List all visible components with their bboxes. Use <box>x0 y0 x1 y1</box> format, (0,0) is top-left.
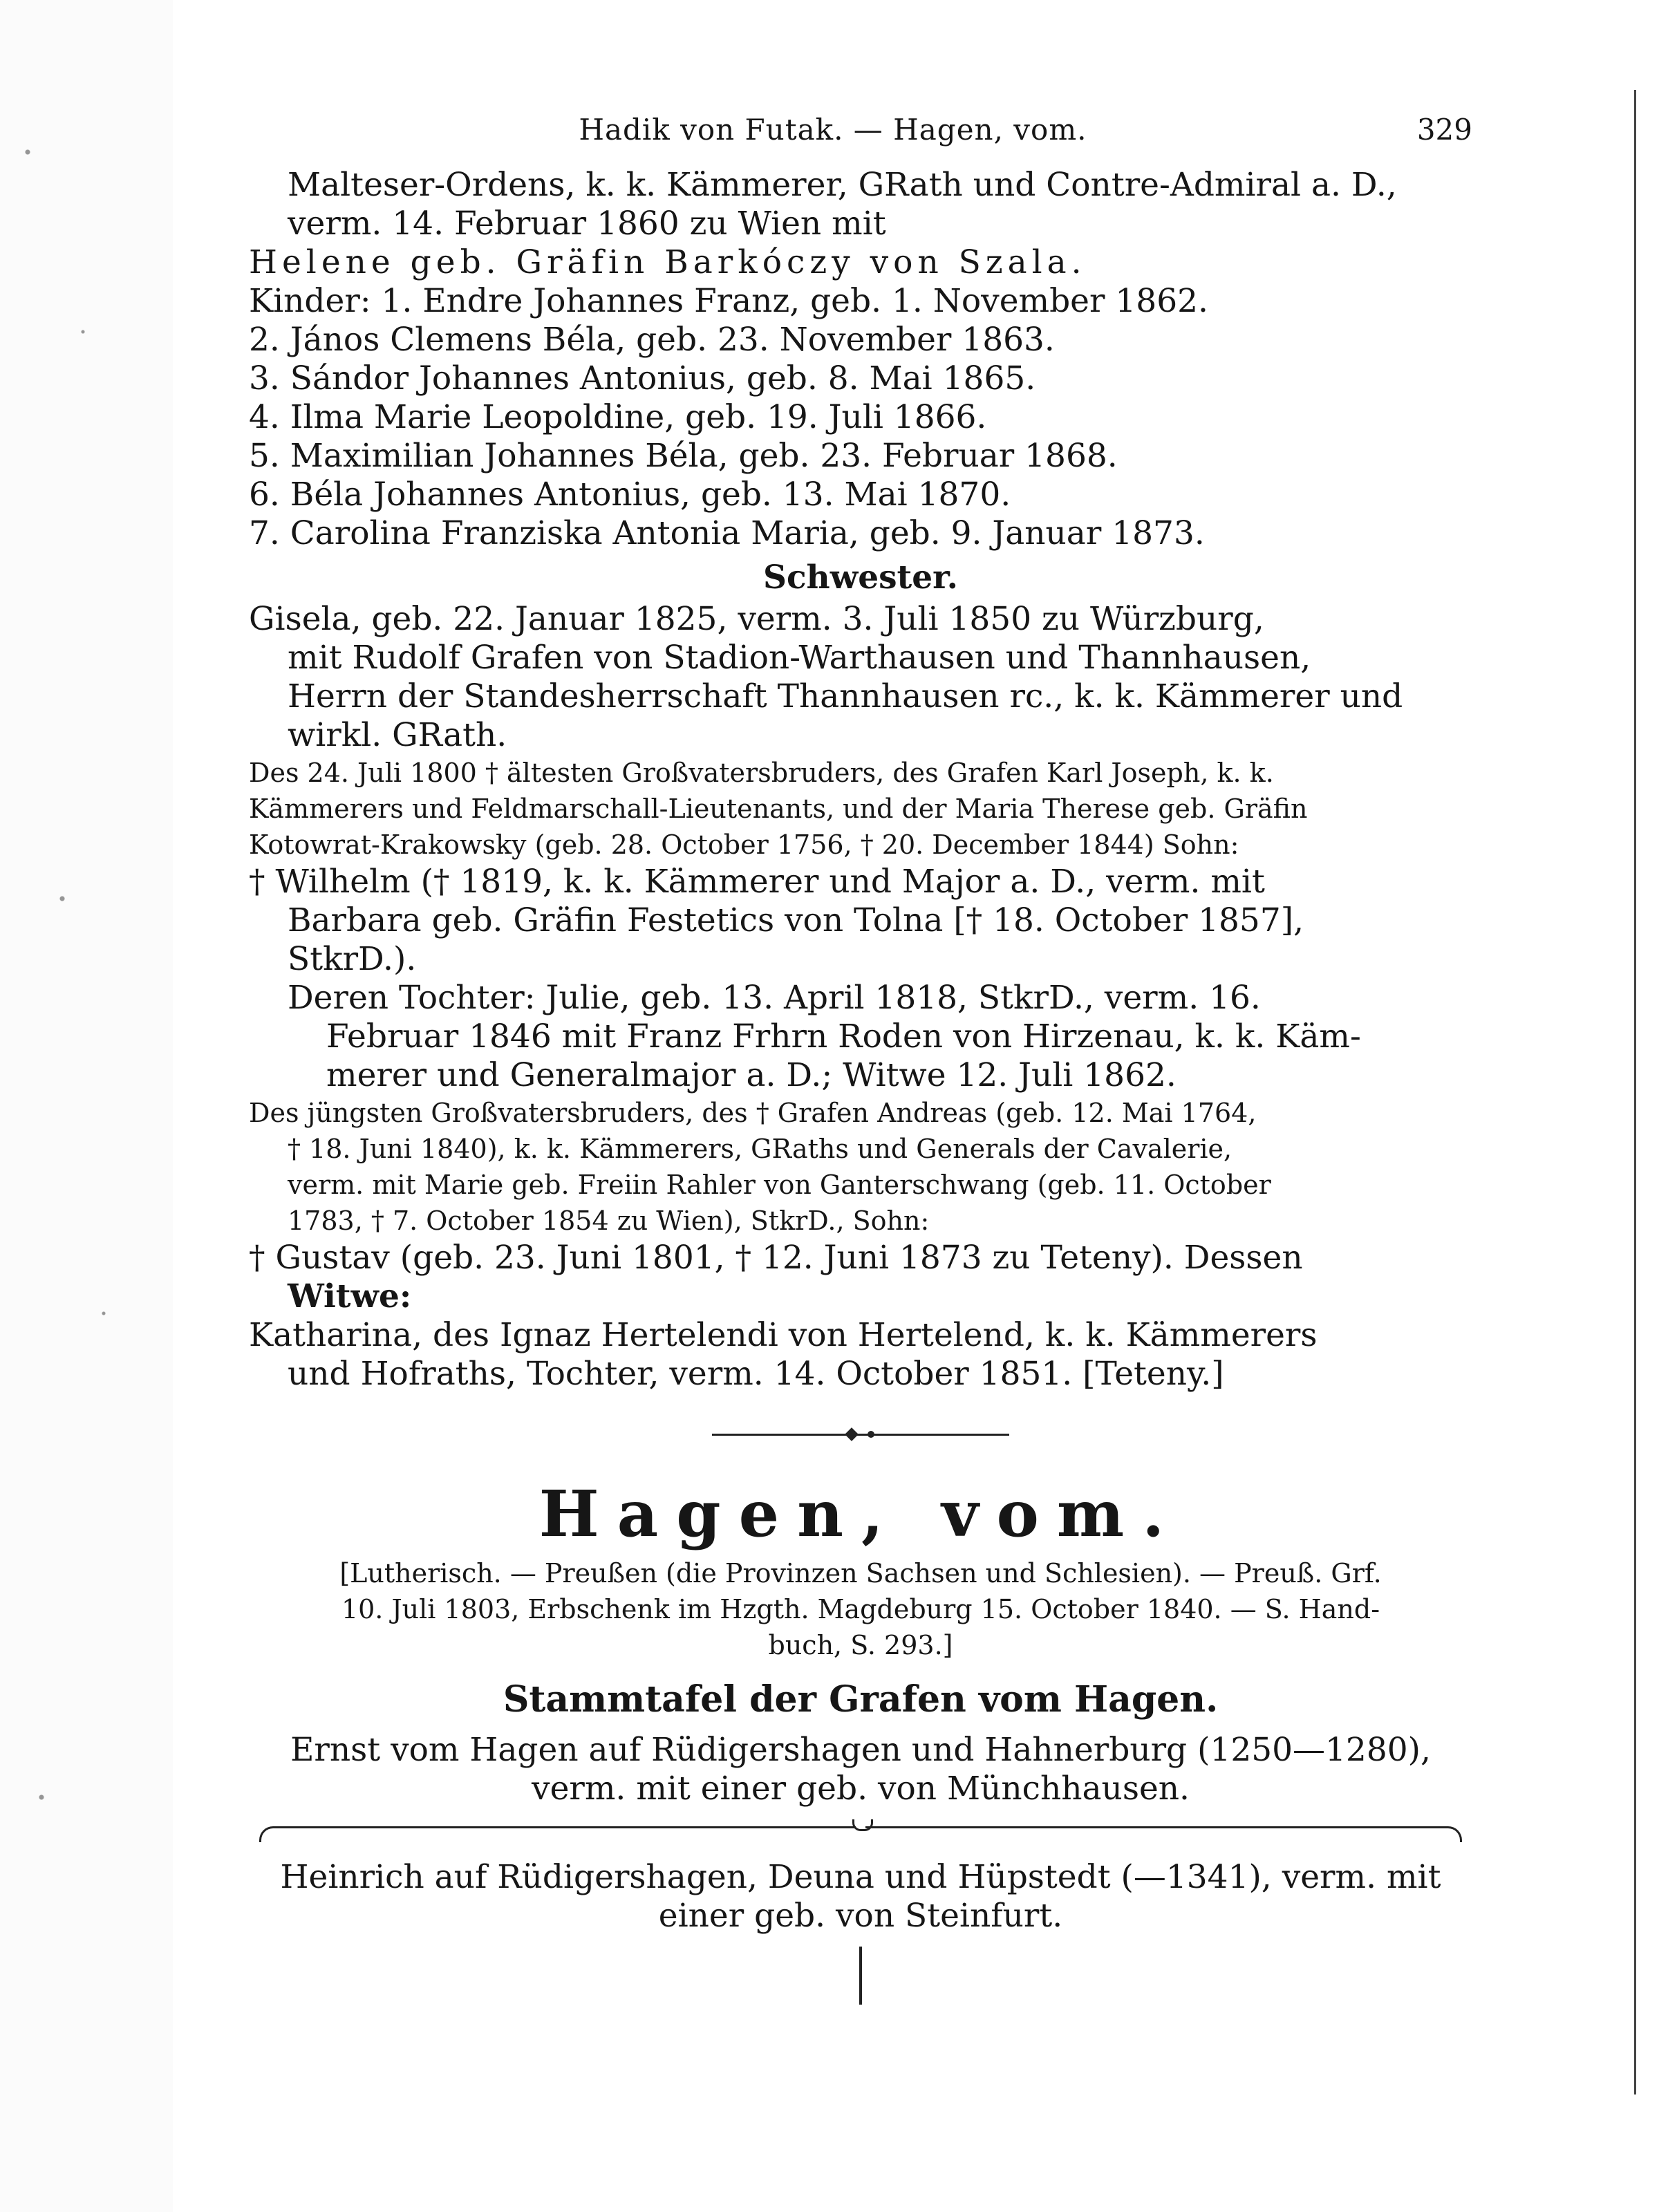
text-line: † 18. Juni 1840), k. k. Kämmerers, GRaths und Generals der Cavalerie, <box>288 1134 1232 1164</box>
text-line: Deren Tochter: Julie, geb. 13. April 1818, StkrD., verm. 16. <box>288 979 1261 1017</box>
gustav-entry <box>249 1239 1472 1316</box>
child-line: 2. János Clemens Béla, geb. 23. November 1863. <box>249 321 1055 359</box>
running-header <box>249 111 1472 152</box>
text-line: † Gustav (geb. 23. Juni 1801, † 12. Juni 1873 zu Teteny). Dessen <box>249 1239 1303 1277</box>
child-line: 4. Ilma Marie Leopoldine, geb. 19. Juli 1866. <box>249 398 987 436</box>
text-line: Barbara geb. Gräfin Festetics von Tolna [† 18. October 1857], <box>288 901 1304 939</box>
text-line: einer geb. von Steinfurt. <box>658 1897 1063 1935</box>
child-line: 3. Sándor Johannes Antonius, geb. 8. Mai 1865. <box>249 359 1036 397</box>
text-line: 1783, † 7. October 1854 zu Wien), StkrD., Sohn: <box>288 1206 930 1236</box>
family-title: Hagen, vom. <box>538 1477 1183 1551</box>
text-line: Des 24. Juli 1800 † ältesten Großvatersbruders, des Grafen Karl Joseph, k. k. <box>249 758 1274 788</box>
text-line: Des jüngsten Großvatersbruders, des † Grafen Andreas (geb. 12. Mai 1764, <box>249 1098 1257 1128</box>
text-line: Witwe: <box>288 1277 412 1315</box>
text-line: Februar 1846 mit Franz Frhrn Roden von Hirzenau, k. k. Käm- <box>326 1018 1361 1056</box>
text-line: Kämmerers und Feldmarschall-Lieutenants, und der Maria Therese geb. Gräfin <box>249 794 1308 824</box>
scan-gutter-noise <box>0 0 173 2212</box>
text-line: Heinrich auf Rüdigershagen, Deuna und Hüpstedt (—1341), verm. mit <box>280 1858 1441 1896</box>
divider-dot-ornament <box>868 1431 874 1438</box>
brace-left <box>259 1826 856 1842</box>
text-line: Kotowrat-Krakowsky (geb. 28. October 1756, † 20. December 1844) Sohn: <box>249 830 1239 860</box>
divider-diamond-ornament <box>845 1427 859 1441</box>
ornamental-divider <box>712 1430 1009 1439</box>
genealogy-brace <box>259 1819 1462 1847</box>
text-line: Herrn der Standesherrschaft Thannhausen rc., k. k. Kämmerer und <box>288 677 1403 715</box>
text-line: verm. 14. Februar 1860 zu Wien mit <box>288 205 886 243</box>
family-intro <box>249 1555 1472 1663</box>
text-line: Malteser-Ordens, k. k. Kämmerer, GRath und Contre-Admiral a. D., <box>288 166 1397 204</box>
text-line: verm. mit Marie geb. Freiin Rahler von Ganterschwang (geb. 11. October <box>288 1170 1271 1200</box>
julie-entry <box>249 979 1472 1095</box>
text-line: Katharina, des Ignaz Hertelendi von Hertelend, k. k. Kämmerers <box>249 1316 1318 1354</box>
sister-entry <box>249 600 1472 755</box>
child-line: 5. Maximilian Johannes Béla, geb. 23. Februar 1868. <box>249 437 1118 475</box>
page-edge-line <box>1634 90 1636 2094</box>
genealogy-connector-line <box>859 1947 862 2005</box>
wilhelm-entry <box>249 863 1472 979</box>
text-line: [Lutherisch. — Preußen (die Provinzen Sachsen und Schlesien). — Preuß. Grf. <box>339 1558 1382 1588</box>
text-line: verm. mit einer geb. von Münchhausen. <box>532 1770 1190 1808</box>
running-title: Hadik von Futak. — Hagen, vom. <box>579 113 1087 147</box>
book-page <box>249 111 1472 2005</box>
brace-right <box>865 1826 1462 1842</box>
text-line: StkrD.). <box>288 940 417 978</box>
child-line: 7. Carolina Franziska Antonia Maria, geb. 9. Januar 1873. <box>249 514 1205 552</box>
text-line: und Hofraths, Tochter, verm. 14. October 1851. [Teteny.] <box>288 1355 1224 1393</box>
text-line: wirkl. GRath. <box>288 716 507 754</box>
divider-bar <box>712 1434 1009 1436</box>
text-line: Ernst vom Hagen auf Rüdigershagen und Hahnerburg (1250—1280), <box>290 1731 1431 1769</box>
family-entry <box>249 166 1472 553</box>
child-line: 6. Béla Johannes Antonius, geb. 13. Mai 1870. <box>249 476 1011 514</box>
katharina-entry <box>249 1316 1472 1394</box>
section-heading: Schwester. <box>763 559 958 597</box>
ernst-entry <box>249 1731 1472 1808</box>
page-number: 329 <box>1416 113 1472 147</box>
oldest-uncle-entry <box>249 755 1472 863</box>
youngest-uncle-entry <box>249 1095 1472 1239</box>
text-line: merer und Generalmajor a. D.; Witwe 12. Juli 1862. <box>326 1056 1177 1094</box>
text-line: Helene geb. Gräfin Barkóczy von Szala. <box>249 243 1087 281</box>
text-line: buch, S. 293.] <box>768 1630 953 1660</box>
text-line: † Wilhelm († 1819, k. k. Kämmerer und Major a. D., verm. mit <box>249 863 1265 901</box>
heinrich-entry <box>249 1858 1472 1936</box>
text-line: mit Rudolf Grafen von Stadion-Warthausen und Thannhausen, <box>288 639 1311 677</box>
text-line: 10. Juli 1803, Erbschenk im Hzgth. Magdeburg 15. October 1840. — S. Hand- <box>341 1594 1380 1624</box>
stammtafel-title: Stammtafel der Grafen vom Hagen. <box>503 1678 1219 1721</box>
text-line: Gisela, geb. 22. Januar 1825, verm. 3. Juli 1850 zu Würzburg, <box>249 600 1264 638</box>
children-line: Kinder: 1. Endre Johannes Franz, geb. 1. November 1862. <box>249 282 1208 320</box>
